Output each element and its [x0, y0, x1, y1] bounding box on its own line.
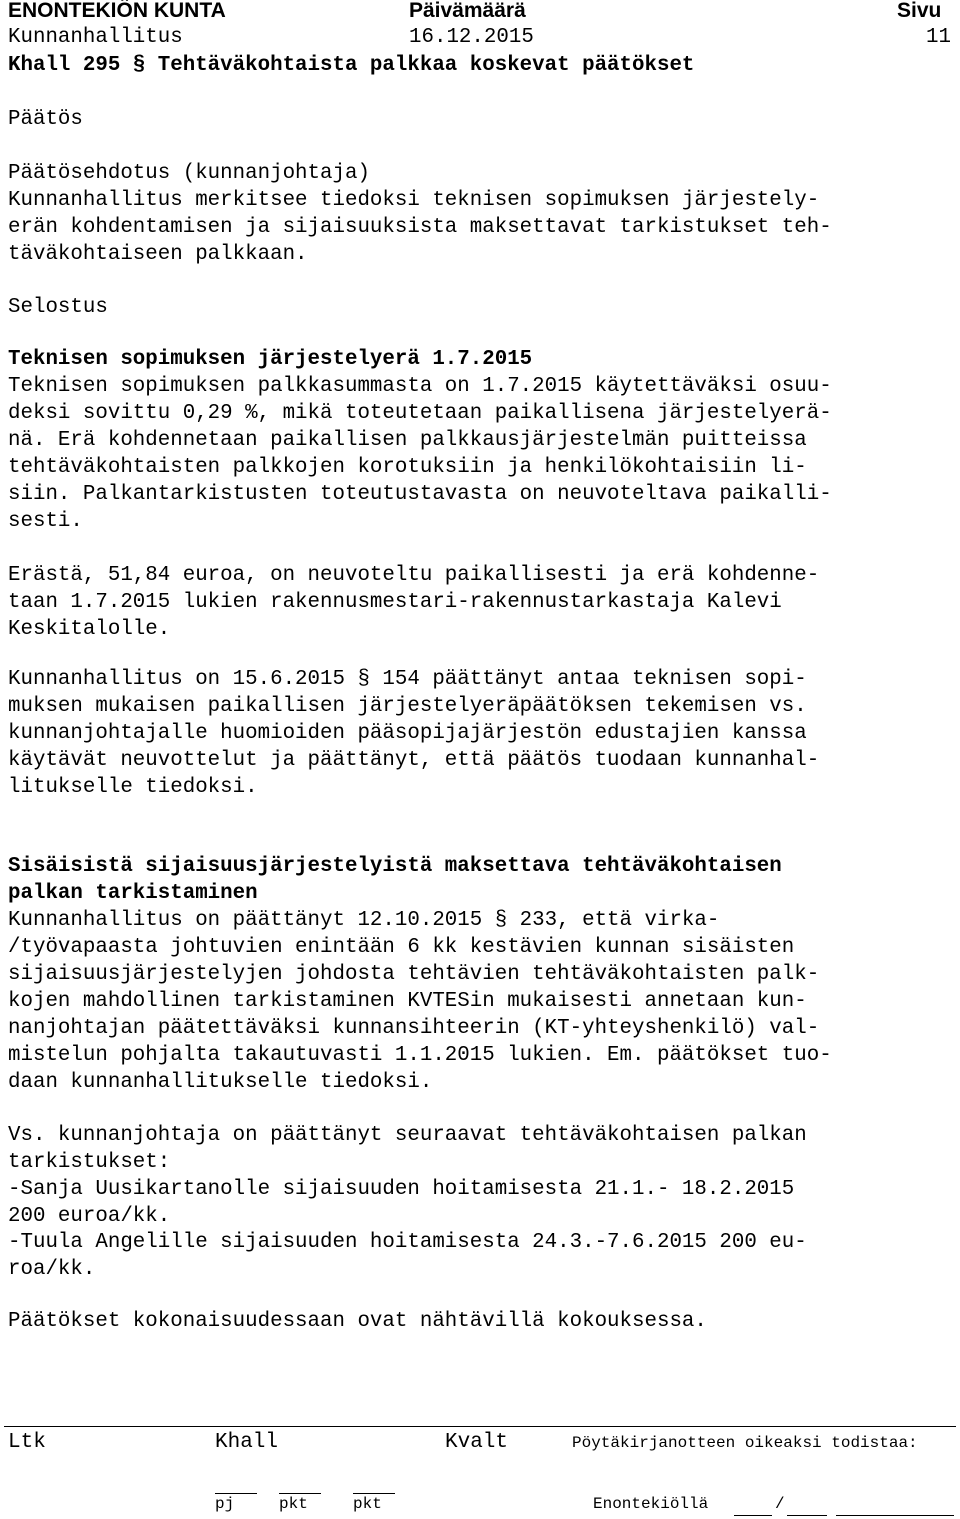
- paragraph-line: /työvapaasta johtuvien enintään 6 kk kestävien kunnan sisäisten: [8, 936, 795, 959]
- paragraph-line: nanjohtajan päätettäväksi kunnansihteerin (KT-yhteyshenkilö) val-: [8, 1017, 820, 1040]
- footer-pkt: pkt: [279, 1495, 308, 1513]
- paragraph-line: -Tuula Angelille sijaisuuden hoitamisesta 24.3.-7.6.2015 200 eu-: [8, 1231, 807, 1254]
- org-name: ENONTEKIÖN KUNTA: [8, 0, 226, 22]
- footer-kvalt: Kvalt: [445, 1431, 509, 1454]
- paragraph-line: Teknisen sopimuksen palkkasummasta on 1.7.2015 käytettäväksi osuu-: [8, 375, 832, 398]
- paragraph-line: Keskitalolle.: [8, 618, 171, 641]
- tech-agreement-heading: Teknisen sopimuksen järjestelyerä 1.7.2015: [8, 348, 533, 371]
- substitution-heading: Sisäisistä sijaisuusjärjestelyistä maksettava tehtäväkohtaisen: [8, 855, 782, 878]
- section-title: Khall 295 § Tehtäväkohtaista palkkaa koskevat päätökset: [8, 54, 695, 77]
- paragraph-line: 200 euroa/kk.: [8, 1205, 171, 1228]
- proposal-line: Kunnanhallitus merkitsee tiedoksi teknisen sopimuksen järjestely-: [8, 189, 820, 212]
- paragraph-line: daan kunnanhallitukselle tiedoksi.: [8, 1071, 433, 1094]
- paragraph-line: roa/kk.: [8, 1258, 96, 1281]
- paragraph-line: Kunnanhallitus on päättänyt 12.10.2015 § 233, että virka-: [8, 909, 720, 932]
- footer-pkt: pkt: [353, 1495, 382, 1513]
- footer-certify: Pöytäkirjanotteen oikeaksi todistaa:: [572, 1434, 918, 1452]
- decision-heading: Päätös: [8, 108, 83, 131]
- footer-place: Enontekiöllä: [593, 1495, 709, 1513]
- paragraph-line: muksen mukaisen paikallisen järjestelyeräpäätöksen tekemisen vs.: [8, 695, 807, 718]
- signature-blank: [353, 1493, 395, 1494]
- paragraph-line: -Sanja Uusikartanolle sijaisuuden hoitamisesta 21.1.- 18.2.2015: [8, 1178, 795, 1201]
- footer-rule: [4, 1426, 956, 1427]
- footer-ltk: Ltk: [8, 1431, 46, 1454]
- proposal-line: erän kohdentamisen ja sijaisuuksista maksettavat tarkistukset teh-: [8, 216, 832, 239]
- substitution-heading-cont: palkan tarkistaminen: [8, 882, 258, 905]
- signature-blank: [279, 1493, 321, 1494]
- paragraph-line: kunnanjohtajalle huomioiden pääsopijajärjestön edustajien kanssa: [8, 722, 807, 745]
- paragraph-line: kojen mahdollinen tarkistaminen KVTESin mukaisesti annetaan kun-: [8, 990, 807, 1013]
- year-blank: [836, 1515, 954, 1516]
- paragraph-line: käytävät neuvottelut ja päättänyt, että päätös tuodaan kunnanhal-: [8, 749, 820, 772]
- paragraph-line: Päätökset kokonaisuudessaan ovat nähtävillä kokouksessa.: [8, 1310, 707, 1333]
- paragraph-line: tehtäväkohtaisten palkkojen korotuksiin ja henkilökohtaisiin li-: [8, 456, 807, 479]
- paragraph-line: Vs. kunnanjohtaja on päättänyt seuraavat tehtäväkohtaisen palkan: [8, 1124, 807, 1147]
- paragraph-line: deksi sovittu 0,29 %, mikä toteutetaan paikallisena järjestelyerä-: [8, 402, 832, 425]
- paragraph-line: tarkistukset:: [8, 1151, 171, 1174]
- month-blank: [787, 1515, 827, 1516]
- date-label: Päivämäärä: [409, 0, 526, 22]
- body-name: Kunnanhallitus: [8, 26, 183, 49]
- proposal-line: täväkohtaiseen palkkaan.: [8, 243, 308, 266]
- meeting-date: 16.12.2015: [409, 26, 534, 49]
- paragraph-line: nä. Erä kohdennetaan paikallisen palkkausjärjestelmän puitteissa: [8, 429, 807, 452]
- paragraph-line: mistelun pohjalta takautuvasti 1.1.2015 lukien. Em. päätökset tuo-: [8, 1044, 832, 1067]
- paragraph-line: siin. Palkantarkistusten toteutustavasta on neuvoteltava paikalli-: [8, 483, 832, 506]
- paragraph-line: sesti.: [8, 510, 83, 533]
- footer-slash: /: [775, 1495, 785, 1513]
- page-label: Sivu: [897, 0, 942, 22]
- page-number: 11: [926, 26, 951, 49]
- paragraph-line: sijaisuusjärjestelyjen johdosta tehtävien tehtäväkohtaisten palk-: [8, 963, 820, 986]
- footer-pj: pj: [215, 1495, 235, 1513]
- paragraph-line: taan 1.7.2015 lukien rakennusmestari-rakennustarkastaja Kalevi: [8, 591, 782, 614]
- paragraph-line: Kunnanhallitus on 15.6.2015 § 154 päättänyt antaa teknisen sopi-: [8, 668, 807, 691]
- explanation-heading: Selostus: [8, 296, 108, 319]
- signature-blank: [215, 1493, 257, 1494]
- paragraph-line: litukselle tiedoksi.: [8, 776, 258, 799]
- footer-khall: Khall: [215, 1431, 279, 1454]
- proposal-heading: Päätösehdotus (kunnanjohtaja): [8, 162, 370, 185]
- day-blank: [734, 1515, 772, 1516]
- paragraph-line: Erästä, 51,84 euroa, on neuvoteltu paikallisesti ja erä kohdenne-: [8, 564, 820, 587]
